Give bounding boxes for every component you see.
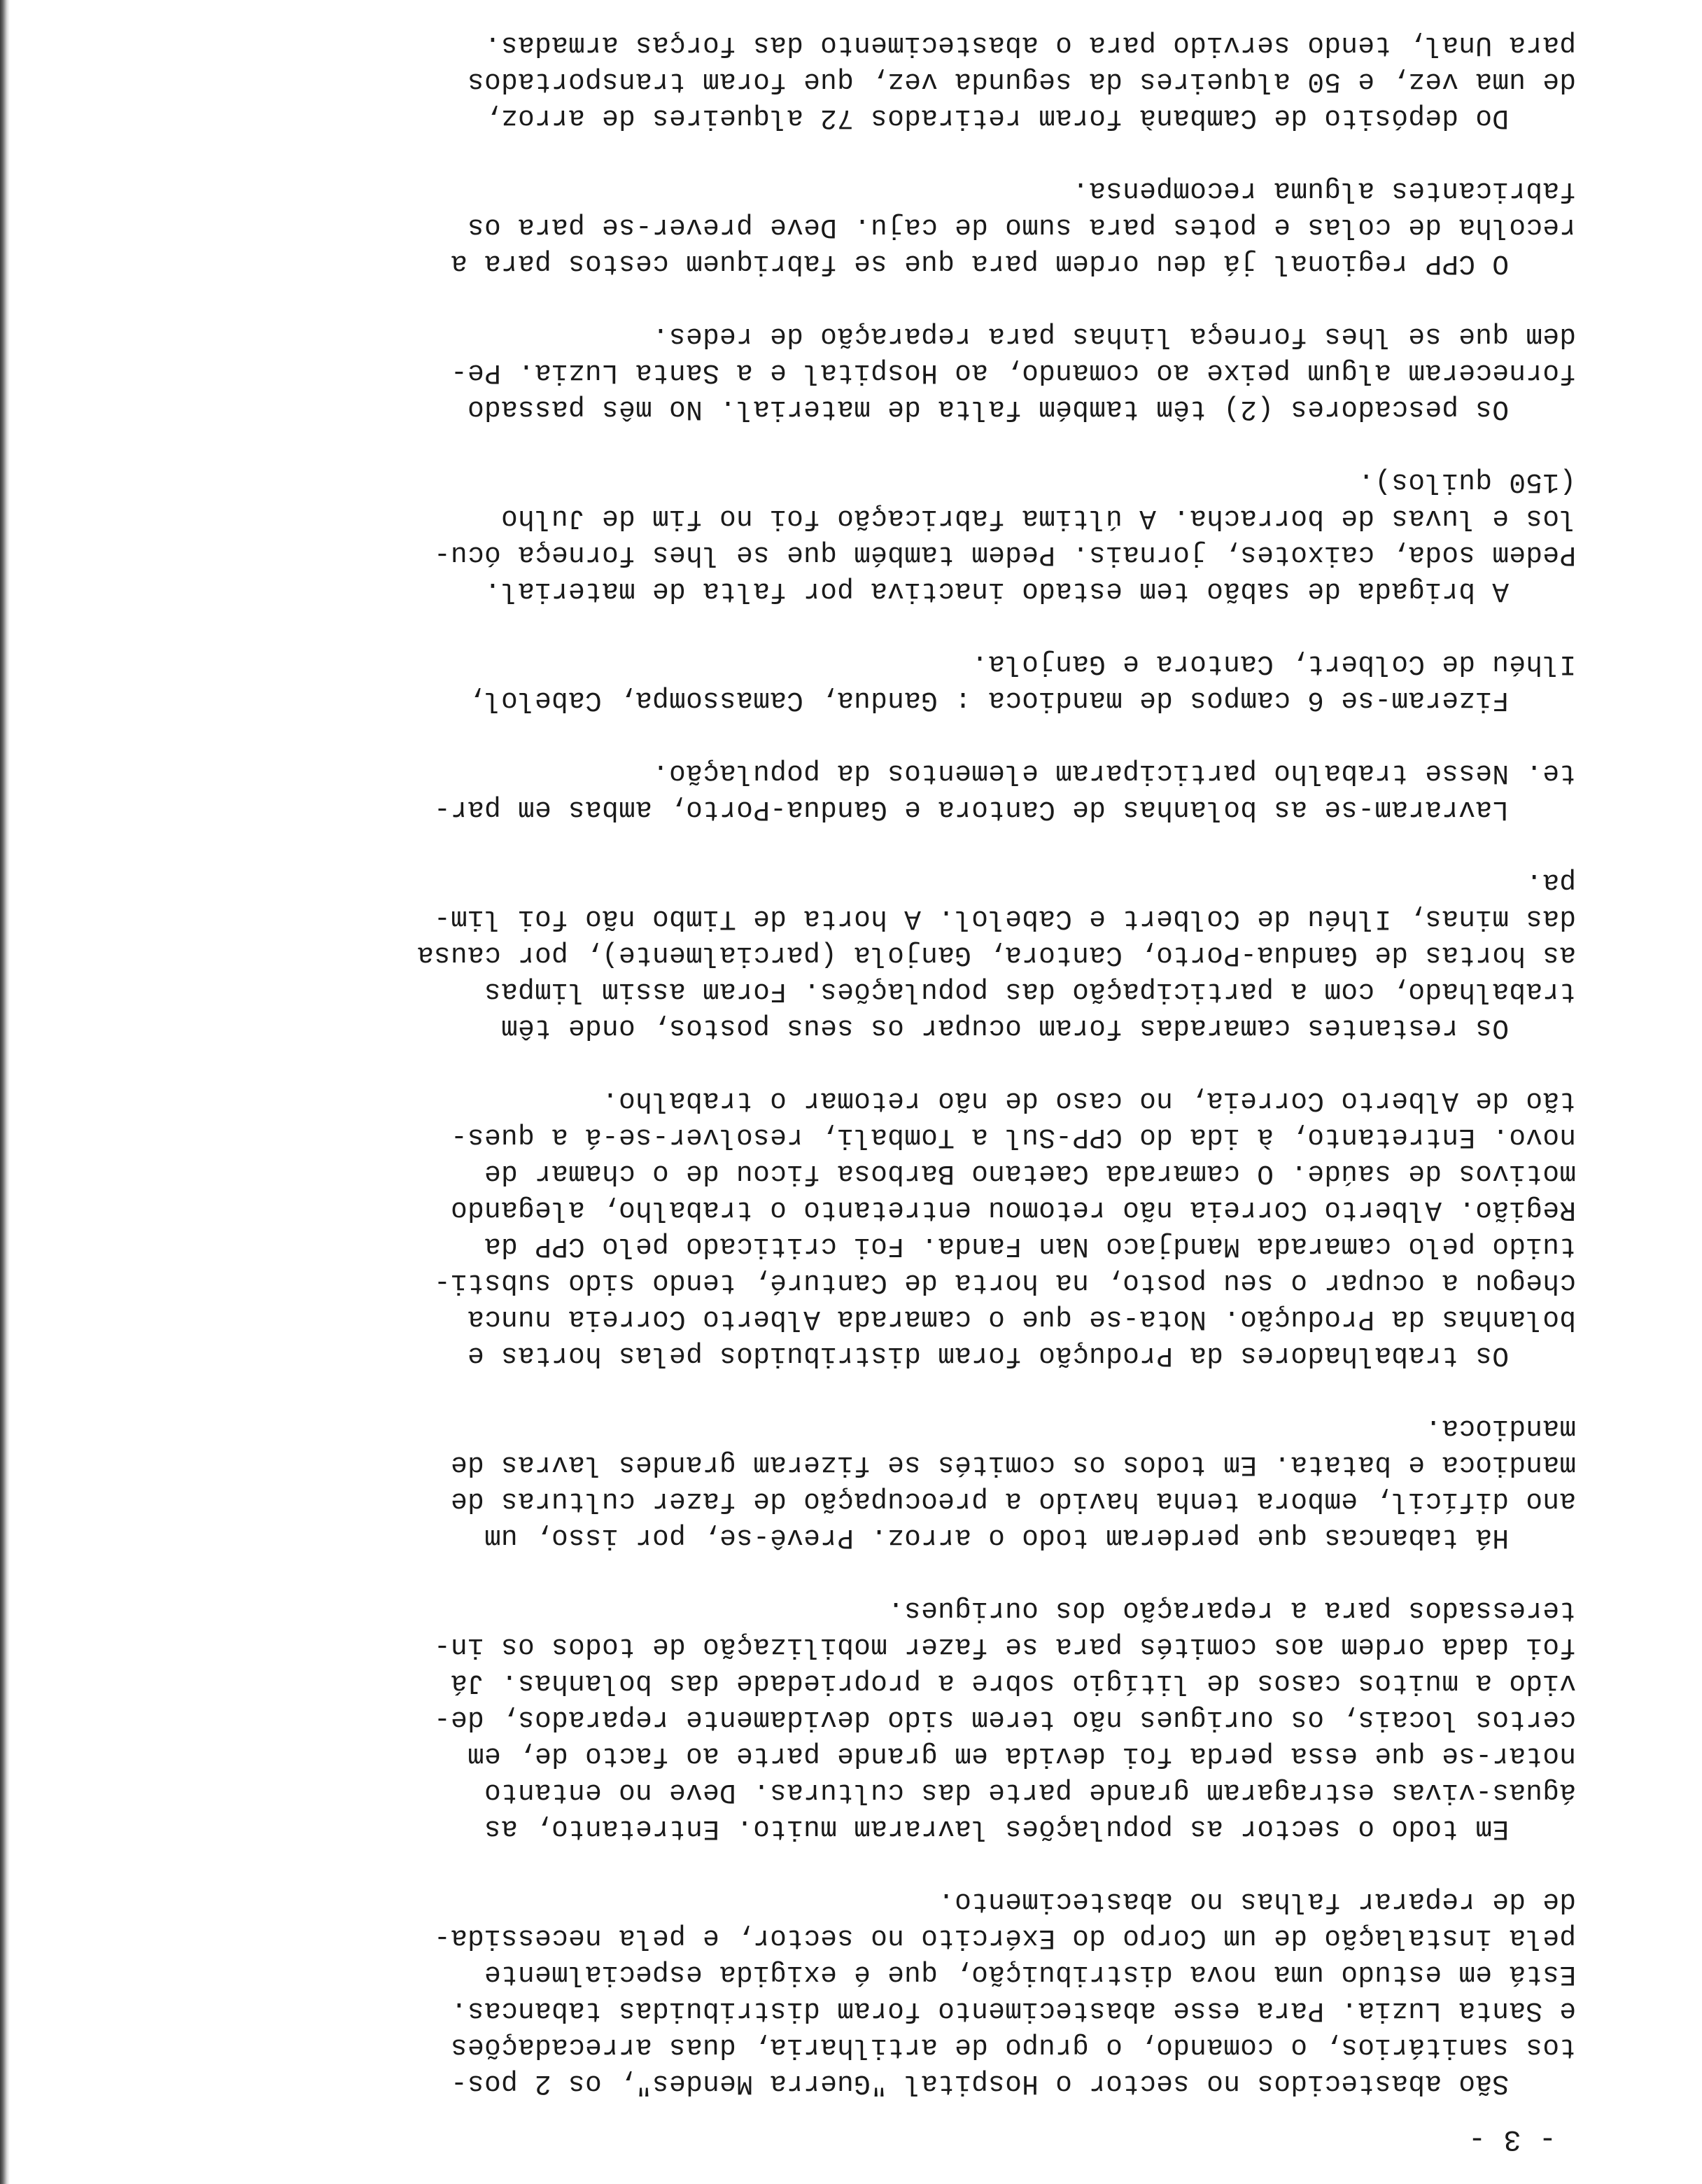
text-line: motivos de saúde. O camarada Caetano Barbosa ficou de o chamar de	[484, 1158, 1576, 1189]
text-line: de uma vez, e 50 alqueires da segunda vez, que foram transportados	[467, 66, 1576, 97]
paragraph	[120, 1410, 1576, 1555]
text-line: Está em estudo uma nova distribuição, que é exigida especialmente	[484, 1959, 1576, 1990]
text-line: bolanhas da Produção. Nota-se que o camarada Alberto Correia nunca	[467, 1303, 1576, 1335]
text-line: O CPP regional já deu ordem para que se fabriquem cestos para a	[450, 248, 1509, 279]
text-line: los e luvas de borracha. A última fabricação foi no fim de Julho	[500, 503, 1576, 534]
text-line: mandioca.	[1424, 1413, 1576, 1444]
text-line: notar-se que essa perda foi devida em grande parte ao facto de, em	[467, 1740, 1576, 1772]
paragraph	[120, 318, 1576, 427]
paragraph	[120, 645, 1576, 718]
text-line: e Santa Luzia. Para esse abastecimento foram distribuidas tabancas.	[450, 1995, 1576, 2026]
text-line: Fizeram-se 6 campos de mandioca : Gandua, Camassompa, Cabelol,	[467, 685, 1509, 716]
text-line: Região. Alberto Correia não retomou entretanto o trabalho, alegando	[450, 1194, 1576, 1226]
text-line: teressados para a reparação dos ourigues.	[887, 1595, 1576, 1626]
paragraph-list	[120, 27, 1576, 2101]
paragraph	[120, 463, 1576, 609]
paragraph	[120, 1082, 1576, 1373]
text-line: certos locais, os ourigues não terem sido devidamente reparados, de-	[433, 1704, 1576, 1735]
text-line: tão de Alberto Correia, no caso de não retomar o trabalho.	[601, 1085, 1576, 1116]
text-line: trabalhado, com a participação das populações. Foram assim limpas	[484, 976, 1576, 1007]
text-line: forneceram algum peixe ao comando, ao Hospital e a Santa Luzia. Pe-	[450, 357, 1576, 388]
text-line: Há tabancas que perderam todo o arroz. Prevê-se, por isso, um	[484, 1522, 1509, 1553]
text-line: Ilhéu de Colbert, Cantora e Ganjola.	[971, 648, 1576, 680]
text-line: chegou a ocupar o seu posto, na horta de Canturé, tendo sido substi-	[433, 1267, 1576, 1298]
text-line: das minas, Ilhéu de Colbert e Cabelol. A horta de Timbo não foi lim-	[433, 903, 1576, 934]
text-line: de de reparar falhas no abastecimento.	[937, 1886, 1576, 1917]
text-line: tos sanitários, o comando, o grupo de artilharia, duas arrecadações	[450, 2031, 1576, 2063]
text-line: novo. Entretanto, à ida do CPP-Sul a Tombali, resolver-se-á a ques-	[450, 1121, 1576, 1153]
paragraph	[120, 864, 1576, 1046]
paragraph	[120, 1592, 1576, 1847]
text-line: Em todo o sector as populações lavraram muito. Entretanto, as	[484, 1813, 1509, 1844]
page-edge-shadow	[0, 0, 10, 2184]
paragraph	[120, 755, 1576, 827]
text-line: (150 quilos).	[1357, 466, 1576, 498]
text-line: Do depósito de Cambanà foram retirados 72 alqueires de arroz,	[484, 102, 1509, 134]
text-line: as hortas de Gandua-Porto, Cantora, Ganjola (parcialmente), por causa	[416, 939, 1576, 971]
text-line: te. Nesse trabalho participaram elementos da população.	[652, 757, 1576, 789]
paragraph	[120, 172, 1576, 281]
text-line: vido a muitos casos de litígio sobre a propriedade das bolanhas. Já	[450, 1667, 1576, 1699]
paragraph	[120, 27, 1576, 136]
text-line: foi dada ordem aos comités para se fazer mobilização de todos os in-	[433, 1631, 1576, 1662]
text-line: Os trabalhadores da Produção foram distribuidos pelas hortas e	[467, 1340, 1509, 1371]
text-line: pa.	[1525, 867, 1576, 898]
text-line: Os pescadores (2) têm também falta de material. No mês passado	[467, 393, 1509, 425]
text-line: Pedem soda, caixotes, jornais. Pedem também que se lhes forneça ócu-	[433, 539, 1576, 570]
page-number: - 3 -	[1468, 2122, 1556, 2156]
text-line: tuido pelo camarada Mandjaco Nan Fanda. Foi criticado pelo CPP da	[484, 1231, 1576, 1262]
text-line: para Unal, tendo servido para o abastecimento das forças armadas.	[484, 29, 1576, 61]
text-line: dem que se lhes forneça linhas para reparação de redes.	[652, 321, 1576, 352]
text-line: mandioca e batata. Em todos os comités se fizeram grandes lavras de	[450, 1449, 1576, 1480]
text-line: recolha de colas e potes para sumo de caju. Deve prever-se para os	[467, 211, 1576, 243]
text-line: ano difícil, embora tenha havido a preocupação de fazer culturas de	[450, 1485, 1576, 1517]
paragraph	[120, 1883, 1576, 2101]
text-line: pela instalação de um Corpo do Exército no sector, e pela necessida-	[433, 1922, 1576, 1954]
text-line: fabricantes alguma recompensa.	[1071, 175, 1576, 206]
text-line: águas-vivas estragaram grande parte das culturas. Deve no entanto	[484, 1777, 1576, 1808]
text-line: Os restantes camaradas foram ocupar os seus postos, onde têm	[500, 1012, 1509, 1044]
text-line: Lavraram-se as bolanhas de Cantora e Gandua-Porto, ambas em par-	[433, 794, 1509, 825]
document-body	[120, 0, 1576, 2101]
text-line: A brigada de sabão tem estado inactiva por falta de material.	[484, 575, 1509, 607]
text-line: São abastecidos no sector o Hospital "Guerra Mendes", os 2 pos-	[450, 2068, 1509, 2099]
